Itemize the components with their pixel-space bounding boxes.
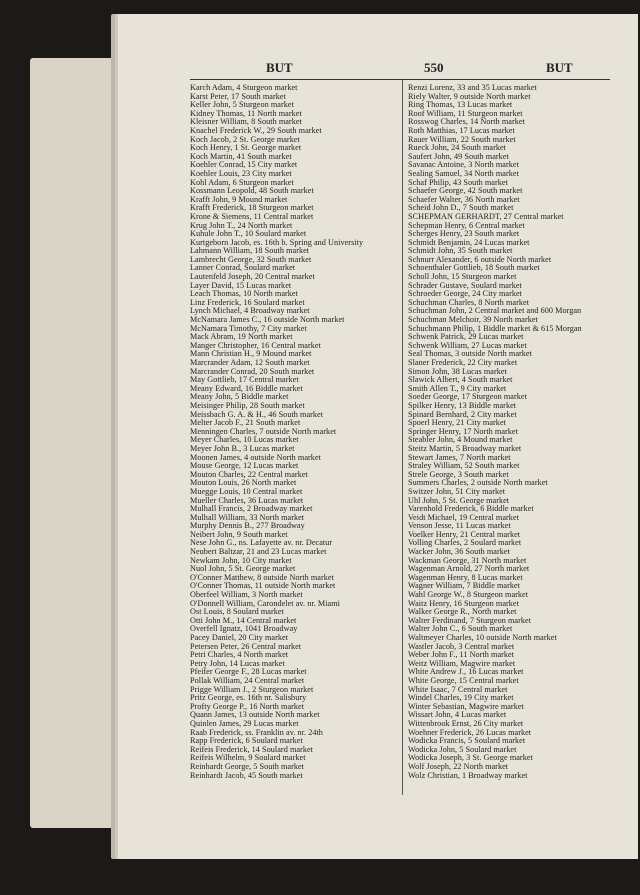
directory-entry: Wolf Joseph, 22 North market (408, 762, 509, 771)
directory-entry: Lambrecht George, 32 South market (190, 255, 312, 264)
directory-entry: Steitz Martin, 5 Broadway market (408, 444, 522, 453)
directory-entry: Reinhardt Jacob, 45 South market (190, 771, 303, 780)
directory-entry: Murphy Dennis B., 277 Broadway (190, 522, 305, 531)
directory-entry: Wagenman Henry, 8 Lucas market (408, 573, 523, 582)
directory-entry: Koch Martin, 41 South market (190, 152, 292, 161)
directory-entry: Reifeis Wilhelm, 9 Soulard market (190, 754, 306, 763)
directory-entry: May Gottlieb, 17 Central market (190, 376, 299, 385)
directory-entry: Voelker Henry, 21 Central market (408, 530, 521, 539)
directory-entry: Meyer Charles, 10 Lucas market (190, 436, 299, 445)
directory-entry: Winter Sebastian, Magwire market (408, 702, 524, 711)
directory-entry: Schaefer Walter, 36 North market (408, 195, 520, 204)
directory-entry: Wacker John, 36 South market (408, 548, 510, 557)
directory-entry: Rosswog Charles, 14 North market (408, 118, 525, 127)
directory-entry: Kidney Thomas, 11 North market (190, 109, 302, 118)
directory-entry: Veidt Michael, 19 Central market (408, 513, 519, 522)
directory-entry: Linz Frederick, 16 Soulard market (190, 298, 305, 307)
directory-entry: Knachel Frederick W., 29 South market (190, 126, 322, 135)
directory-entry: Woehner Frederick, 26 Lucas market (408, 728, 532, 737)
directory-entry: Kohl Adam, 6 Sturgeon market (190, 178, 294, 187)
directory-entry: Schoenthaler Gottlieb, 18 South market (408, 264, 540, 273)
directory-entry: Smith Allen T., 9 City market (408, 384, 507, 393)
directory-entry: Petri Charles, 4 North market (190, 651, 289, 660)
directory-entry: O'Donnell William, Carondelet av. nr. Miami (190, 599, 340, 608)
directory-entry: Schaf Philip, 43 South market (408, 178, 508, 187)
directory-entry: Raab Frederick, ss. Franklin av. nr. 24th (190, 728, 323, 737)
directory-entry: Wodicka John, 5 Soulard market (408, 745, 517, 754)
directory-entry: Neibert John, 9 South market (190, 530, 288, 539)
directory-entry: Mueller Charles, 36 Lucas market (190, 496, 304, 505)
directory-entry: Meissbach G. A. & H., 46 South market (190, 410, 324, 419)
directory-entry: Schroeder George, 24 City market (408, 290, 522, 299)
directory-entry: Weber John F., 11 North market (408, 651, 515, 660)
directory-entry: Wackman George, 31 North market (408, 556, 527, 565)
directory-entry: Seal Thomas, 3 outside North market (408, 350, 532, 359)
directory-entry: Roof William, 11 Sturgeon market (408, 109, 523, 118)
directory-entry: Schuchman John, 2 Central market and 600 Morgan (408, 307, 582, 316)
directory-entry: Switzer John, 51 City market (408, 487, 506, 496)
directory-entry: Meany John, 5 Biddle market (190, 393, 289, 402)
directory-entry: Weitz William, Magwire market (408, 659, 516, 668)
directory-entry: Moonen James, 4 outside North market (190, 453, 321, 462)
left-column (190, 84, 400, 780)
directory-entry: Karst Peter, 17 South market (190, 92, 286, 101)
directory-entry: Walker George R., North market (408, 608, 517, 617)
directory-entry: Koehler Conrad, 15 City market (190, 161, 298, 170)
directory-entry: Mann Christian H., 9 Mound market (190, 350, 312, 359)
directory-entry: Karch Adam, 4 Sturgeon market (190, 84, 298, 92)
directory-entry: Schmidt John, 35 South market (408, 247, 513, 256)
directory-entry: Scherges Henry, 23 South market (408, 230, 520, 239)
directory-entry: Kossmann Leopold, 48 South market (190, 187, 314, 196)
directory-entry: Simon John, 38 Lucas market (408, 367, 507, 376)
page-header (148, 60, 612, 76)
directory-entry: Quann James, 13 outside North market (190, 711, 320, 720)
directory-entry: Schepman Henry, 6 Central market (408, 221, 525, 230)
directory-entry: Schrader Gustave, Soulard market (408, 281, 522, 290)
directory-entry: Krug John T., 24 North market (190, 221, 293, 230)
directory-entry: Muegge Louis, 10 Central market (190, 487, 303, 496)
directory-entry: Steabler John, 4 Mound market (408, 436, 513, 445)
directory-entry: Strele George, 3 South market (408, 470, 509, 479)
directory-entry: Soeder George, 17 Sturgeon market (408, 393, 527, 402)
directory-entry: Lynch Michael, 4 Broadway market (190, 307, 310, 316)
directory-entry: Windel Charles, 19 City market (408, 694, 514, 703)
directory-entry: Rapp Frederick, 6 Soulard market (190, 737, 303, 746)
directory-entry: Reifeis Frederick, 14 Soulard market (190, 745, 313, 754)
directory-entry: Meyer John B., 3 Lucas market (190, 444, 295, 453)
directory-entry: Wahl George W., 8 Sturgeon market (408, 591, 529, 600)
directory-entry: Mack Abram, 19 North market (190, 333, 293, 342)
directory-entry: Varenhold Frederick, 6 Biddle market (408, 505, 534, 514)
directory-entry: Sealing Samuel, 34 North market (408, 169, 519, 178)
directory-entry: Lautenfeld Joseph, 20 Central market (190, 273, 315, 282)
directory-entry: Mouse George, 12 Lucas market (190, 462, 299, 471)
directory-entry: Spoerl Henry, 21 City market (408, 419, 506, 428)
directory-entry: Mulhall William, 33 North market (190, 513, 305, 522)
directory-entry: Menningen Charles, 7 outside North market (190, 427, 337, 436)
directory-entry: Keller John, 5 Sturgeon market (190, 101, 294, 110)
directory-entry: Walter John C., 6 South market (408, 625, 513, 634)
directory-entry: Schaefer George, 42 South market (408, 187, 523, 196)
directory-entry: O'Conner Matthew, 8 outside North market (190, 573, 334, 582)
directory-entry: Meany Edward, 16 Biddle market (190, 384, 303, 393)
directory-entry: Layer David, 15 Lucas market (190, 281, 292, 290)
directory-entry: Wastler Jacob, 3 Central market (408, 642, 515, 651)
directory-entry: Manger Christopher, 16 Central market (190, 341, 321, 350)
directory-entry: Krone & Siemens, 11 Central market (190, 212, 314, 221)
directory-entry: O'Conner Thomas, 11 outside North market (190, 582, 336, 591)
header-left-heading: BUT (266, 60, 293, 75)
directory-entry: Koehler Louis, 23 City market (190, 169, 292, 178)
directory-entry: Quinlen James, 29 Lucas market (190, 719, 299, 728)
directory-entry: Mulhall Francis, 2 Broadway market (190, 505, 313, 514)
directory-entry: Ost Louis, 8 Soulard market (190, 608, 284, 617)
directory-entry: Venson Jesse, 11 Lucas market (408, 522, 511, 531)
directory-entry: SCHEPMAN GERHARDT, 27 Central market (408, 212, 564, 221)
directory-entry: Waltmeyer Charles, 10 outside North market (408, 634, 557, 642)
directory-entry: Pfeifer George F., 28 Lucas market (190, 668, 307, 677)
directory-entry: Stewart James, 7 North market (408, 453, 511, 462)
directory-entry: White Isaac, 7 Central market (408, 685, 508, 694)
directory-entry: Walter Ferdinand, 7 Sturgeon market (408, 616, 532, 625)
directory-entry: Reinhardt George, 5 South market (190, 762, 305, 771)
directory-entry: Petersen Peter, 26 Central market (190, 642, 302, 651)
directory-entry: Marcrander Conrad, 20 South market (190, 367, 315, 376)
directory-entry: Spinard Bernhard, 2 City market (408, 410, 517, 419)
directory-entry: Mouton Charles, 22 Central market (190, 470, 308, 479)
directory-entry: Oberfeel William, 3 North market (190, 591, 303, 600)
directory-entry: McNamara James C., 16 outside North market (190, 316, 345, 325)
directory-entry: Wodicka Joseph, 3 St. George market (408, 754, 533, 763)
directory-entry: Wagenman Arnold, 27 North market (408, 565, 530, 574)
directory-entry: Schnurr Alexander, 6 outside North market (408, 255, 552, 264)
directory-entry: Neubert Baltzar, 21 and 23 Lucas market (190, 548, 327, 557)
header-right-heading: BUT (546, 60, 573, 75)
directory-entry: Slawick Albert, 4 South market (408, 376, 513, 385)
directory-entry: Saufert John, 49 South market (408, 152, 509, 161)
directory-entry: Savanac Antoine, 3 North market (408, 161, 519, 170)
directory-entry: Kurtgeborn Jacob, es. 16th b. Spring and University (190, 238, 364, 247)
directory-entry: Rauer William, 22 South market (408, 135, 516, 144)
directory-entry: Koch Henry, 1 St. George market (190, 144, 302, 153)
directory-entry: Newkam John, 10 City market (190, 556, 292, 565)
directory-entry: Overfell Ignatz, 1041 Broadway (190, 625, 298, 634)
directory-entry: Rueck John, 24 South market (408, 144, 506, 153)
directory-entry: Waitz Henry, 16 Sturgeon market (408, 599, 519, 608)
directory-entry: Slaner Frederick, 22 City market (408, 359, 518, 367)
directory-entry: Kuhule John T., 10 Soulard market (190, 230, 307, 239)
directory-entry: Krafft Frederick, 18 Sturgeon market (190, 204, 314, 213)
directory-entry: Profty George P., 16 North market (190, 702, 305, 711)
directory-entry: Ring Thomas, 13 Lucas market (408, 101, 513, 110)
directory-entry: Krafft John, 9 Mound market (190, 195, 288, 204)
directory-entry: Wittenbrook Ernst, 26 City market (408, 719, 524, 728)
directory-entry: Spilker Henry, 13 Biddle market (408, 401, 517, 410)
directory-entry: Kleisner William, 8 South market (190, 118, 302, 127)
directory-entry: Petry John, 14 Lucas market (190, 659, 285, 668)
directory-entry: Koch Jacob, 2 St. George market (190, 135, 300, 144)
directory-entry: Otti John M., 14 Central market (190, 616, 297, 625)
directory-entry: Volling Charles, 2 Soulard market (408, 539, 522, 548)
directory-entry: Scheid John D., 7 South market (408, 204, 514, 213)
directory-entry: Schwenk Patrick, 29 Lucas market (408, 333, 524, 342)
directory-entry: Wagner William, 7 Biddle market (408, 582, 521, 591)
directory-entry: Nese John G., ns. Lafayette av. nr. Decatur (190, 539, 333, 548)
directory-entry: Schwenk William, 27 Lucas market (408, 341, 527, 350)
directory-entry: White George, 15 Central market (408, 676, 519, 685)
directory-entry: Meisinger Philip, 28 South market (190, 401, 305, 410)
directory-entry: Nuol John, 5 St. George market (190, 565, 296, 574)
directory-entry: Uhl John, 5 St. George market (408, 496, 510, 505)
directory-entry: Melter Jacob F., 21 South market (190, 419, 301, 428)
directory-entry: Lanner Conrad, Soulard market (190, 264, 296, 273)
directory-entry: Renzi Lorenz, 33 and 35 Lucas market (408, 84, 537, 92)
directory-entry: Schuchmann Philip, 1 Biddle market & 615 Morgan (408, 324, 582, 333)
directory-entry: Schuchman Melchoir, 39 North market (408, 316, 538, 325)
directory-entry: Prigge William J., 2 Sturgeon market (190, 685, 314, 694)
header-rule (190, 79, 610, 80)
directory-entry: Riely Walter, 9 outside North market (408, 92, 531, 101)
directory-entry: Schmidt Benjamin, 24 Lucas market (408, 238, 530, 247)
directory-entry: Roth Matthias, 17 Lucas market (408, 126, 515, 135)
directory-entry: Pritz George, es. 16th nr. Salisbury (190, 694, 307, 703)
page-number: 550 (424, 60, 444, 75)
directory-entry: McNamara Timothy, 7 City market (190, 324, 307, 333)
directory-entry: Leach Thomas, 10 North market (190, 290, 298, 299)
directory-entry: Pollak William, 24 Central market (190, 676, 305, 685)
directory-entry: Straley William, 52 South market (408, 462, 520, 471)
directory-entry: Scholl John, 15 Sturgeon market (408, 273, 517, 282)
directory-entry: Springer Henry, 17 North market (408, 427, 518, 436)
column-divider (402, 80, 403, 795)
directory-entry: Mouton Louis, 26 North market (190, 479, 297, 488)
directory-entry: Schuchman Charles, 8 North market (408, 298, 530, 307)
right-column (408, 84, 618, 780)
directory-entry: White Andrew J., 16 Lucas market (408, 668, 524, 677)
directory-entry: Marcrander Adam, 12 South market (190, 359, 310, 367)
directory-entry: Wodicka Francis, 5 Soulard market (408, 737, 526, 746)
directory-entry: Summers Charles, 2 outside North market (408, 479, 548, 488)
directory-entry: Pacey Daniel, 20 City market (190, 634, 289, 642)
directory-entry: Wissart John, 4 Lucas market (408, 711, 507, 720)
directory-entry: Wolz Christian, 1 Broadway market (408, 771, 528, 780)
directory-entry: Lahmann William, 18 South market (190, 247, 310, 256)
